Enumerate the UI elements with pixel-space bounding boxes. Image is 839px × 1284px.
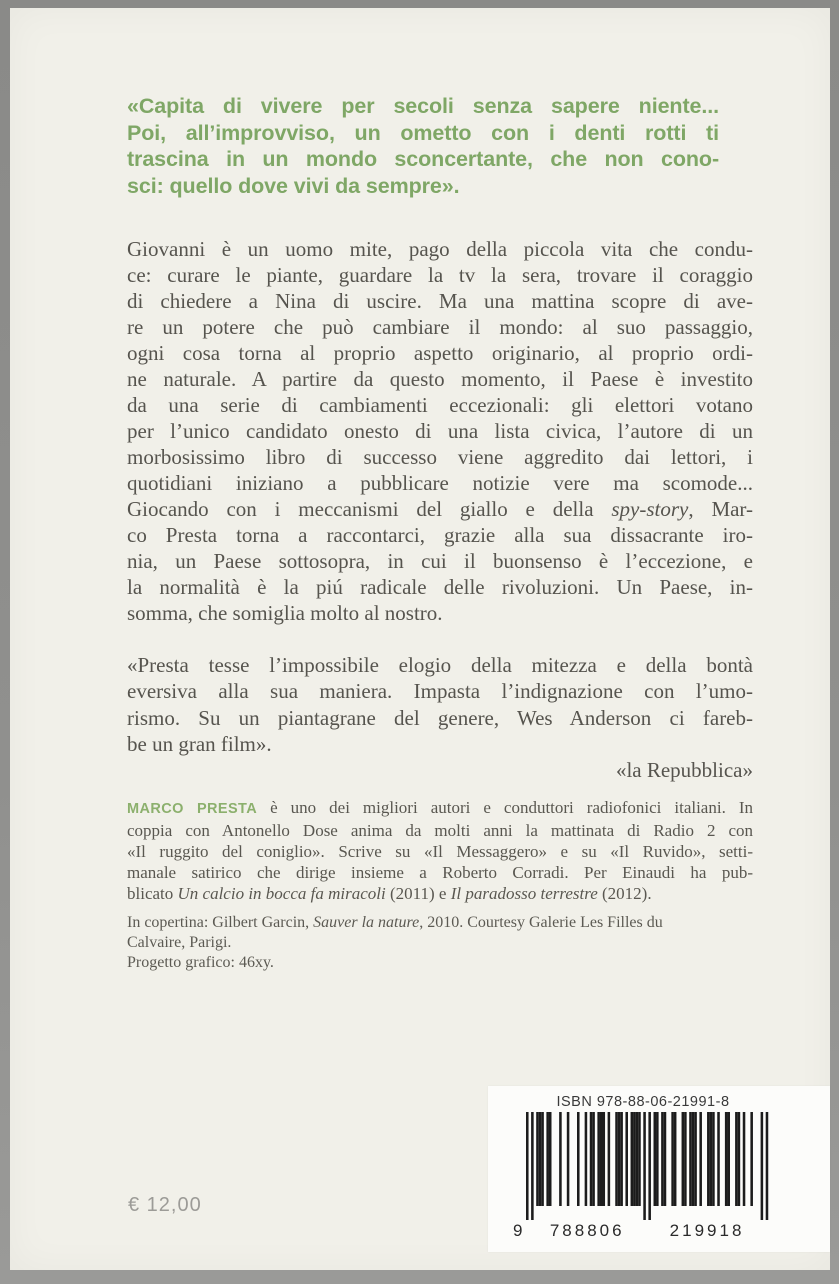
synopsis-line: quotidiani iniziano a pubblicare notizie vere ma scomode... [127, 471, 753, 495]
synopsis-line: co Presta torna a raccontarci, grazie alla sua dissacrante iro- [127, 523, 753, 547]
headline-quote-line: Poi, all’improvviso, un ometto con i denti rotti ti [127, 120, 719, 145]
cover-credit-line: Progetto grafico: 46xy. [127, 954, 274, 972]
author-name: MARCO PRESTA [127, 801, 258, 818]
cover-credits [127, 913, 753, 973]
book-back-cover [10, 8, 830, 1270]
synopsis-line: nia, un Paese sottosopra, in cui il buonsenso è l’eccezione, e [127, 549, 753, 573]
ean13-barcode [512, 1112, 774, 1240]
synopsis-line: ce: curare le piante, guardare la tv la sera, trovare il coraggio [127, 263, 753, 287]
svg-text:9: 9 [513, 1221, 526, 1240]
cover-credit-line: Calvaire, Parigi. [127, 934, 232, 952]
press-quote-line: «Presta tesse l’impossibile elogio della mitezza e della bontà [127, 653, 753, 677]
synopsis-line: re un potere che può cambiare il mondo: al suo passaggio, [127, 315, 753, 339]
author-bio-line: blicato Un calcio in bocca fa miracoli (2011) e Il paradosso terrestre (2012). [127, 884, 652, 904]
synopsis-line: la normalità è la piú radicale delle rivoluzioni. Un Paese, in- [127, 575, 753, 599]
cover-credit-line: In copertina: Gilbert Garcin, Sauver la nature, 2010. Courtesy Galerie Les Filles du [127, 914, 663, 932]
author-bio [127, 797, 753, 904]
headline-quote-line: «Capita di vivere per secoli senza sapere niente... [127, 94, 719, 118]
synopsis-line: di chiedere a Nina di uscire. Ma una mattina scopre di ave- [127, 289, 753, 313]
price-label: € 12,00 [128, 1194, 202, 1216]
author-bio-text: è uno dei migliori autori e conduttori radiofonici italiani. In [257, 798, 753, 818]
synopsis-line: morbosissimo libro di successo viene aggredito dai lettori, i [127, 445, 753, 469]
author-bio-line: manale satirico che dirige insieme a Roberto Corradi. Per Einaudi ha pub- [127, 863, 753, 883]
synopsis-line: Giocando con i meccanismi del giallo e della spy-story, Mar- [127, 497, 754, 521]
synopsis-line: Giovanni è un uomo mite, pago della piccola vita che condu- [127, 237, 753, 261]
synopsis-paragraph [127, 236, 753, 626]
author-bio-line [127, 797, 753, 820]
text-column [127, 93, 753, 973]
author-bio-line: «Il ruggito del coniglio». Scrive su «Il Messaggero» e su «Il Ruvido», setti- [127, 842, 753, 862]
headline-quote-line: trascina in un mondo sconcertante, che non cono- [127, 147, 719, 171]
headline-quote-line: sci: quello dove vivi da sempre». [127, 173, 460, 198]
press-quote-line: eversiva alla sua maniera. Impasta l’indignazione con l’umo- [127, 679, 753, 704]
press-quote-attribution: «la Repubblica» [615, 758, 753, 783]
headline-quote [127, 93, 719, 199]
synopsis-line: ne naturale. A partire da questo momento, il Paese è investito [127, 367, 753, 391]
synopsis-line: ogni cosa torna al proprio aspetto originario, al proprio ordi- [127, 341, 753, 365]
synopsis-line: somma, che somiglia molto al nostro. [127, 601, 443, 625]
svg-text:219918: 219918 [669, 1221, 745, 1240]
barcode-panel [488, 1086, 830, 1252]
author-bio-line: coppia con Antonello Dose anima da molti anni la mattinata di Radio 2 con [127, 821, 753, 841]
synopsis-line: da una serie di cambiamenti eccezionali: gli elettori votano [127, 393, 753, 417]
synopsis-line: per l’unico candidato onesto di una lista civica, l’autore di un [127, 419, 753, 443]
isbn-label: ISBN 978-88-06-21991-8 [556, 1094, 730, 1110]
press-quote-line: be un gran film». [127, 731, 272, 756]
press-quote-line: rismo. Su un piantagrane del genere, Wes Anderson ci fareb- [127, 705, 753, 730]
svg-text:788806: 788806 [549, 1221, 625, 1240]
press-quote [127, 652, 753, 783]
